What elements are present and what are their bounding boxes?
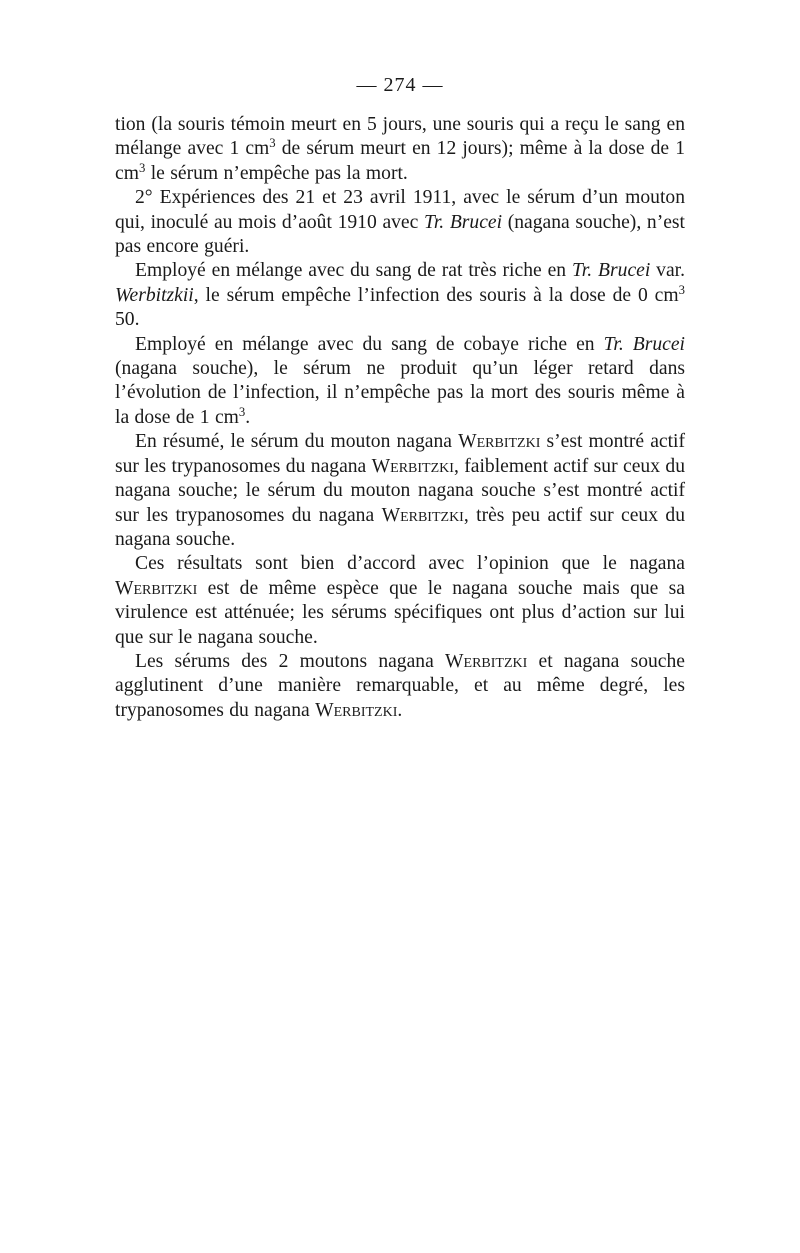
text-run: 50. <box>115 309 140 331</box>
paragraph-continuation <box>115 113 685 186</box>
text-run: . <box>397 699 403 721</box>
text-run: et nagana souche agglutinent d’une manière remarquable, et au même degré, les trypanosomes du nagana <box>115 650 685 721</box>
text-run: s’est montré actif sur les trypanosomes du nagana <box>115 431 685 477</box>
text-run: . <box>245 406 251 428</box>
italic-term: Tr. Brucei <box>571 260 651 282</box>
text-run: En résumé, le sérum du mouton nagana <box>135 431 459 453</box>
text-run: , faiblement actif sur ceux du nagana souche; le sérum du mouton nagana souche s’est montré actif sur les trypanosomes du nagana <box>115 455 685 526</box>
italic-term: Tr. Brucei <box>424 211 503 233</box>
small-caps-name: Werbitzki <box>445 650 528 672</box>
small-caps-name: Werbitzki <box>315 699 398 721</box>
text-run: (nagana souche), le sérum ne produit qu’un léger retard dans l’évolution de l’infection, il n’empêche pas la mort des souris même à la dose de 1 cm <box>115 358 685 428</box>
paragraph-results <box>115 552 685 650</box>
text-run: Ces résultats sont bien d’accord avec l’opinion que le nagana <box>135 553 685 575</box>
text-run: var. <box>650 260 686 282</box>
text-run: tion (la souris témoin meurt en 5 jours, une souris qui a reçu le sang en mélange avec 1 cm <box>115 114 685 160</box>
text-run: de sérum meurt en 12 jours); même à la dose de 1 cm <box>115 138 685 184</box>
paragraph-guinea-pig-blood <box>115 333 685 431</box>
superscript: 3 <box>138 160 146 175</box>
italic-term: Werbitzkii <box>115 284 194 306</box>
superscript: 3 <box>678 282 685 297</box>
text-run: est de même espèce que le nagana souche mais que sa virulence est atténuée; les sérums spécifiques ont plus d’action sur lui que sur le nagana souche. <box>115 577 685 648</box>
paragraph-experiment-2 <box>115 186 685 259</box>
italic-term: Tr. Brucei <box>603 333 686 355</box>
text-run: Employé en mélange avec du sang de cobaye riche en <box>135 333 604 355</box>
page-number: — 274 — <box>356 74 444 96</box>
small-caps-name: Werbitzki <box>115 577 198 599</box>
superscript: 3 <box>238 404 246 419</box>
small-caps-name: Werbitzki <box>371 455 454 477</box>
paragraph-agglutination <box>115 650 685 723</box>
text-run: Les sérums des 2 moutons nagana <box>135 650 446 672</box>
paragraph-rat-blood <box>115 259 685 332</box>
paragraph-summary <box>115 430 685 552</box>
text-run: Employé en mélange avec du sang de rat très riche en <box>135 260 572 282</box>
superscript: 3 <box>269 136 276 151</box>
text-run: , le sérum empêche l’infection des souris à la dose de 0 cm <box>193 284 679 306</box>
text-run: le sérum n’empêche pas la mort. <box>145 162 408 184</box>
text-run: 2° Expériences des 21 et 23 avril 1911, avec le sérum d’un mouton qui, inoculé au mois d’août 1910 avec <box>115 187 685 233</box>
text-run: (nagana souche), n’est pas encore guéri. <box>115 211 685 258</box>
small-caps-name: Werbitzki <box>381 504 464 526</box>
text-run: , très peu actif sur ceux du nagana souche. <box>115 504 685 550</box>
small-caps-name: Werbitzki <box>458 431 541 453</box>
body-text <box>115 113 685 723</box>
